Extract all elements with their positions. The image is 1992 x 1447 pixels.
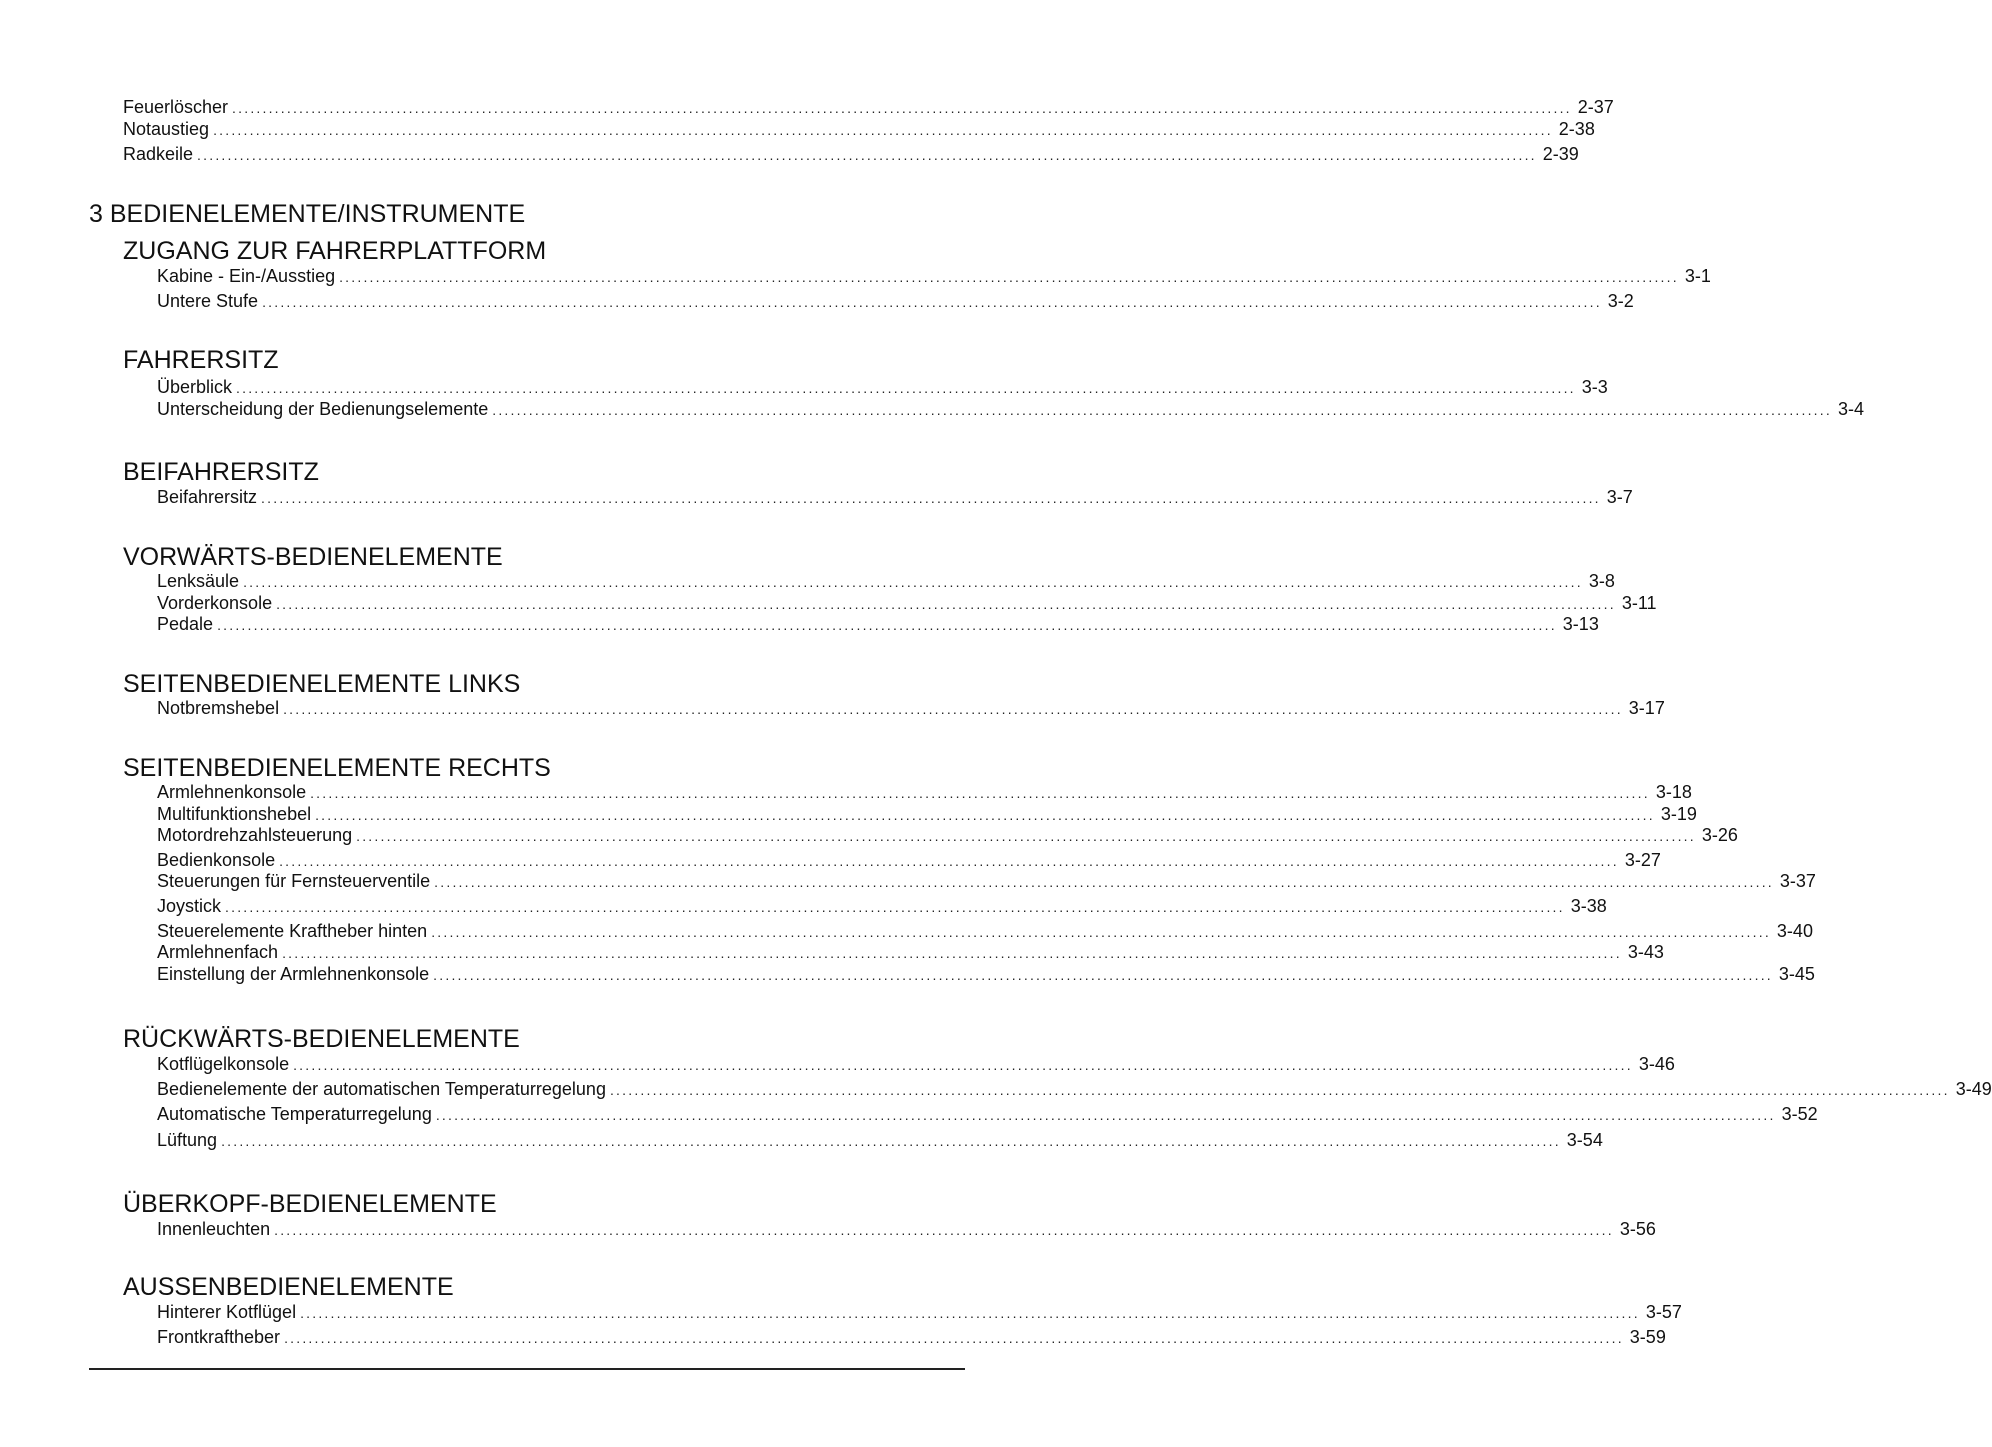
toc-entry-label: Steuerelemente Kraftheber hinten: [157, 921, 428, 941]
toc-entry[interactable]: [157, 398, 1864, 421]
toc-entry-label: Armlehnenkonsole: [157, 782, 307, 802]
leader-dots: ............................................................................................................................................................................................................................: [435, 1107, 1776, 1123]
toc-entry-label: Notbremshebel: [157, 698, 280, 718]
toc-entry-label: Armlehnenfach: [157, 942, 279, 962]
leader-dots: ............................................................................................................................................................................................................................: [279, 853, 1619, 869]
toc-entry-page: 3-2: [1607, 291, 1634, 311]
leader-dots: ............................................................................................................................................................................................................................: [492, 402, 1832, 418]
toc-entry[interactable]: [157, 963, 1815, 986]
toc-entry-label: Feuerlöscher: [123, 97, 229, 117]
toc-entry[interactable]: [157, 895, 1607, 918]
toc-entry-page: 3-45: [1778, 964, 1815, 984]
toc-entry-page: 2-37: [1577, 97, 1614, 117]
toc-entry[interactable]: [157, 781, 1692, 804]
toc-entry-label: Überblick: [157, 377, 233, 397]
toc-entry[interactable]: [157, 920, 1813, 943]
leader-dots: ............................................................................................................................................................................................................................: [339, 269, 1679, 285]
toc-entry[interactable]: [157, 1078, 1992, 1101]
leader-dots: ............................................................................................................................................................................................................................: [261, 490, 1601, 506]
toc-entry[interactable]: [157, 486, 1633, 509]
toc-entry-page: 3-4: [1837, 399, 1864, 419]
toc-entry-label: Frontkraftheber: [157, 1327, 281, 1347]
toc-entry-label: Kotflügelkonsole: [157, 1054, 290, 1074]
section-title: VORWÄRTS-BEDIENELEMENTE: [123, 543, 503, 571]
toc-entry-page: 3-52: [1781, 1104, 1818, 1124]
toc-entry-label: Hinterer Kotflügel: [157, 1302, 297, 1322]
toc-entry-page: 3-27: [1624, 850, 1661, 870]
toc-entry[interactable]: [157, 1301, 1682, 1324]
toc-entry-label: Notaustieg: [123, 119, 210, 139]
toc-entry-label: Lüftung: [157, 1130, 218, 1150]
toc-entry-label: Einstellung der Armlehnenkonsole: [157, 964, 430, 984]
toc-entry[interactable]: [157, 613, 1599, 636]
toc-entry-label: Steuerungen für Fernsteuerventile: [157, 871, 431, 891]
toc-entry-label: Multifunktionshebel: [157, 804, 312, 824]
section-title: AUSSENBEDIENELEMENTE: [123, 1273, 454, 1301]
section-title: BEIFAHRERSITZ: [123, 458, 319, 486]
toc-entry[interactable]: [157, 870, 1816, 893]
toc-entry[interactable]: [157, 941, 1664, 964]
toc-entry-label: Pedale: [157, 614, 214, 634]
toc-entry[interactable]: [157, 824, 1738, 847]
toc-entry-label: Unterscheidung der Bedienungselemente: [157, 399, 489, 419]
toc-entry-page: 3-1: [1684, 266, 1711, 286]
toc-entry-label: Untere Stufe: [157, 291, 259, 311]
leader-dots: ............................................................................................................................................................................................................................: [293, 1057, 1633, 1073]
leader-dots: ............................................................................................................................................................................................................................: [213, 122, 1553, 138]
leader-dots: ............................................................................................................................................................................................................................: [433, 967, 1773, 983]
toc-entry[interactable]: [157, 1053, 1675, 1076]
toc-entry-page: 3-7: [1606, 487, 1633, 507]
toc-entry-label: Lenksäule: [157, 571, 240, 591]
toc-entry-page: 3-59: [1629, 1327, 1666, 1347]
leader-dots: ............................................................................................................................................................................................................................: [282, 945, 1622, 961]
leader-dots: ............................................................................................................................................................................................................................: [236, 380, 1576, 396]
leader-dots: ............................................................................................................................................................................................................................: [225, 899, 1565, 915]
chapter-title: 3 BEDIENELEMENTE/INSTRUMENTE: [89, 200, 526, 228]
leader-dots: ............................................................................................................................................................................................................................: [274, 1222, 1614, 1238]
section-title: SEITENBEDIENELEMENTE LINKS: [123, 670, 521, 698]
toc-entry-page: 3-8: [1588, 571, 1615, 591]
leader-dots: ............................................................................................................................................................................................................................: [300, 1305, 1640, 1321]
toc-entry[interactable]: [157, 1129, 1603, 1152]
toc-entry-page: 3-18: [1655, 782, 1692, 802]
toc-entry[interactable]: [157, 849, 1661, 872]
toc-entry-page: 2-39: [1542, 144, 1579, 164]
leader-dots: ............................................................................................................................................................................................................................: [283, 701, 1623, 717]
leader-dots: ............................................................................................................................................................................................................................: [243, 574, 1583, 590]
toc-entry-label: Innenleuchten: [157, 1219, 271, 1239]
section-title: ZUGANG ZUR FAHRERPLATTFORM: [123, 237, 547, 265]
toc-entry[interactable]: [157, 697, 1665, 720]
toc-entry[interactable]: [157, 1218, 1656, 1241]
toc-entry-label: Beifahrersitz: [157, 487, 258, 507]
toc-entry[interactable]: [123, 143, 1579, 166]
section-title: RÜCKWÄRTS-BEDIENELEMENTE: [123, 1025, 520, 1053]
toc-entry[interactable]: [157, 1103, 1818, 1126]
toc-entry-page: 3-13: [1562, 614, 1599, 634]
toc-entry-label: Radkeile: [123, 144, 194, 164]
toc-entry[interactable]: [157, 265, 1711, 288]
toc-entry-label: Bedienkonsole: [157, 850, 276, 870]
leader-dots: ............................................................................................................................................................................................................................: [232, 100, 1572, 116]
leader-dots: ............................................................................................................................................................................................................................: [197, 147, 1537, 163]
toc-entry-page: 3-49: [1955, 1079, 1992, 1099]
toc-entry-page: 3-17: [1628, 698, 1665, 718]
toc-entry-page: 3-40: [1776, 921, 1813, 941]
toc-entry-page: 3-37: [1779, 871, 1816, 891]
toc-entry[interactable]: [123, 96, 1614, 119]
leader-dots: ............................................................................................................................................................................................................................: [310, 785, 1650, 801]
toc-entry-page: 3-46: [1638, 1054, 1675, 1074]
leader-dots: ............................................................................................................................................................................................................................: [284, 1330, 1624, 1346]
leader-dots: ............................................................................................................................................................................................................................: [262, 294, 1602, 310]
toc-entry[interactable]: [157, 803, 1697, 826]
toc-entry-page: 3-19: [1660, 804, 1697, 824]
toc-entry-page: 3-38: [1570, 896, 1607, 916]
toc-entry-page: 2-38: [1558, 119, 1595, 139]
toc-entry[interactable]: [123, 118, 1595, 141]
toc-entry-page: 3-54: [1566, 1130, 1603, 1150]
toc-entry-page: 3-11: [1621, 593, 1657, 613]
section-title: FAHRERSITZ: [123, 346, 279, 374]
toc-entry-label: Vorderkonsole: [157, 593, 273, 613]
toc-entry[interactable]: [157, 1326, 1666, 1349]
leader-dots: ............................................................................................................................................................................................................................: [356, 828, 1696, 844]
toc-entry-page: 3-43: [1627, 942, 1664, 962]
toc-entry[interactable]: [157, 570, 1615, 593]
toc-entry[interactable]: [157, 592, 1657, 615]
toc-entry-page: 3-3: [1581, 377, 1608, 397]
toc-entry-page: 3-57: [1645, 1302, 1682, 1322]
toc-entry-page: 3-56: [1619, 1219, 1656, 1239]
toc-entry-label: Bedienelemente der automatischen Temperaturregelung: [157, 1079, 606, 1099]
toc-entry-label: Automatische Temperaturregelung: [157, 1104, 432, 1124]
toc-entry-page: 3-26: [1701, 825, 1738, 845]
leader-dots: ............................................................................................................................................................................................................................: [609, 1082, 1950, 1098]
leader-dots: ............................................................................................................................................................................................................................: [217, 617, 1557, 633]
leader-dots: ............................................................................................................................................................................................................................: [276, 596, 1616, 612]
toc-entry-label: Joystick: [157, 896, 222, 916]
leader-dots: ............................................................................................................................................................................................................................: [315, 807, 1655, 823]
section-title: ÜBERKOPF-BEDIENELEMENTE: [123, 1190, 497, 1218]
leader-dots: ............................................................................................................................................................................................................................: [221, 1133, 1561, 1149]
toc-entry[interactable]: [157, 376, 1608, 399]
leader-dots: ............................................................................................................................................................................................................................: [434, 874, 1774, 890]
footer-rule: [89, 1368, 965, 1370]
toc-entry[interactable]: [157, 290, 1634, 313]
leader-dots: ............................................................................................................................................................................................................................: [431, 924, 1771, 940]
toc-entry-label: Kabine - Ein-/Ausstieg: [157, 266, 336, 286]
section-title: SEITENBEDIENELEMENTE RECHTS: [123, 754, 551, 782]
toc-entry-label: Motordrehzahlsteuerung: [157, 825, 353, 845]
